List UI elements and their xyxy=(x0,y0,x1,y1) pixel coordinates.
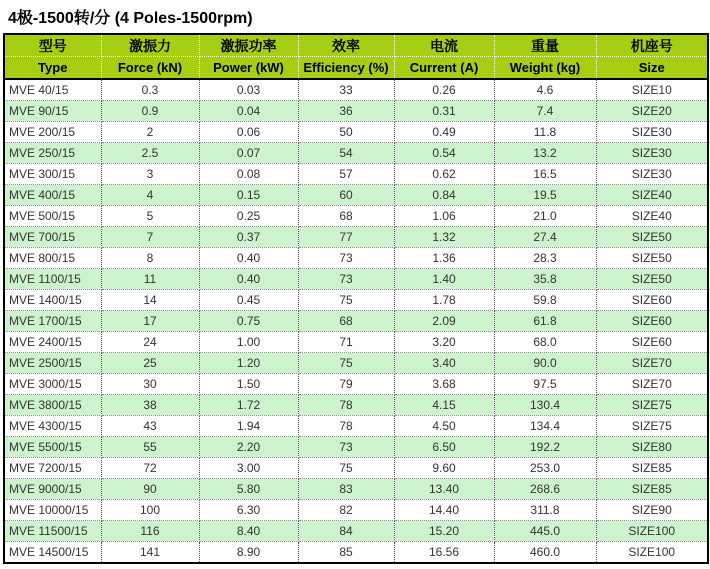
cell-power: 0.06 xyxy=(199,122,298,143)
table-row xyxy=(4,143,708,164)
header-type-cn: 型号 xyxy=(4,34,101,57)
cell-size: SIZE70 xyxy=(596,374,708,395)
cell-current: 0.31 xyxy=(394,101,494,122)
cell-current: 15.20 xyxy=(394,521,494,542)
cell-efficiency: 78 xyxy=(298,416,394,437)
cell-weight: 4.6 xyxy=(494,79,596,101)
cell-type: MVE 3000/15 xyxy=(4,374,101,395)
cell-power: 1.00 xyxy=(199,332,298,353)
cell-efficiency: 83 xyxy=(298,479,394,500)
cell-type: MVE 300/15 xyxy=(4,164,101,185)
cell-force: 3 xyxy=(101,164,199,185)
cell-weight: 61.8 xyxy=(494,311,596,332)
table-row xyxy=(4,122,708,143)
cell-size: SIZE20 xyxy=(596,101,708,122)
header-force-en: Force (kN) xyxy=(101,57,199,80)
table-row xyxy=(4,479,708,500)
cell-efficiency: 68 xyxy=(298,206,394,227)
cell-weight: 21.0 xyxy=(494,206,596,227)
cell-type: MVE 200/15 xyxy=(4,122,101,143)
page-title: 4极-1500转/分 (4 Poles-1500rpm) xyxy=(8,10,253,27)
cell-power: 0.04 xyxy=(199,101,298,122)
cell-size: SIZE10 xyxy=(596,79,708,101)
cell-weight: 311.8 xyxy=(494,500,596,521)
table-row xyxy=(4,185,708,206)
cell-power: 0.07 xyxy=(199,143,298,164)
cell-efficiency: 73 xyxy=(298,248,394,269)
cell-efficiency: 85 xyxy=(298,542,394,564)
cell-force: 4 xyxy=(101,185,199,206)
cell-efficiency: 73 xyxy=(298,269,394,290)
cell-force: 11 xyxy=(101,269,199,290)
cell-type: MVE 11500/15 xyxy=(4,521,101,542)
cell-efficiency: 73 xyxy=(298,437,394,458)
cell-power: 0.25 xyxy=(199,206,298,227)
cell-force: 0.3 xyxy=(101,79,199,101)
cell-size: SIZE50 xyxy=(596,269,708,290)
cell-weight: 134.4 xyxy=(494,416,596,437)
cell-current: 9.60 xyxy=(394,458,494,479)
table-row xyxy=(4,542,708,564)
cell-power: 0.40 xyxy=(199,248,298,269)
cell-type: MVE 2500/15 xyxy=(4,353,101,374)
cell-efficiency: 33 xyxy=(298,79,394,101)
table-row xyxy=(4,290,708,311)
spec-table-header xyxy=(4,34,708,79)
table-row xyxy=(4,521,708,542)
cell-force: 5 xyxy=(101,206,199,227)
cell-force: 30 xyxy=(101,374,199,395)
cell-weight: 19.5 xyxy=(494,185,596,206)
cell-efficiency: 50 xyxy=(298,122,394,143)
cell-type: MVE 800/15 xyxy=(4,248,101,269)
cell-efficiency: 78 xyxy=(298,395,394,416)
cell-weight: 268.6 xyxy=(494,479,596,500)
cell-type: MVE 700/15 xyxy=(4,227,101,248)
cell-type: MVE 4300/15 xyxy=(4,416,101,437)
cell-force: 38 xyxy=(101,395,199,416)
cell-force: 72 xyxy=(101,458,199,479)
cell-power: 0.40 xyxy=(199,269,298,290)
table-row xyxy=(4,458,708,479)
table-row xyxy=(4,101,708,122)
spec-table-body xyxy=(4,79,708,563)
cell-power: 0.45 xyxy=(199,290,298,311)
cell-current: 1.32 xyxy=(394,227,494,248)
cell-force: 17 xyxy=(101,311,199,332)
cell-current: 0.49 xyxy=(394,122,494,143)
cell-efficiency: 82 xyxy=(298,500,394,521)
cell-efficiency: 77 xyxy=(298,227,394,248)
cell-force: 0.9 xyxy=(101,101,199,122)
cell-type: MVE 2400/15 xyxy=(4,332,101,353)
cell-weight: 253.0 xyxy=(494,458,596,479)
table-row xyxy=(4,437,708,458)
table-row xyxy=(4,395,708,416)
cell-type: MVE 3800/15 xyxy=(4,395,101,416)
cell-type: MVE 10000/15 xyxy=(4,500,101,521)
cell-efficiency: 71 xyxy=(298,332,394,353)
cell-efficiency: 75 xyxy=(298,290,394,311)
cell-power: 6.30 xyxy=(199,500,298,521)
cell-type: MVE 1100/15 xyxy=(4,269,101,290)
cell-force: 116 xyxy=(101,521,199,542)
cell-efficiency: 84 xyxy=(298,521,394,542)
cell-current: 4.15 xyxy=(394,395,494,416)
cell-efficiency: 57 xyxy=(298,164,394,185)
cell-efficiency: 54 xyxy=(298,143,394,164)
table-row xyxy=(4,248,708,269)
cell-efficiency: 60 xyxy=(298,185,394,206)
cell-size: SIZE85 xyxy=(596,479,708,500)
cell-weight: 130.4 xyxy=(494,395,596,416)
cell-current: 14.40 xyxy=(394,500,494,521)
cell-power: 0.03 xyxy=(199,79,298,101)
cell-power: 2.20 xyxy=(199,437,298,458)
cell-force: 55 xyxy=(101,437,199,458)
cell-size: SIZE50 xyxy=(596,248,708,269)
cell-size: SIZE75 xyxy=(596,416,708,437)
header-force-cn: 激振力 xyxy=(101,34,199,57)
cell-size: SIZE80 xyxy=(596,437,708,458)
cell-size: SIZE70 xyxy=(596,353,708,374)
cell-weight: 59.8 xyxy=(494,290,596,311)
cell-power: 0.75 xyxy=(199,311,298,332)
header-size-en: Size xyxy=(596,57,708,80)
cell-power: 8.90 xyxy=(199,542,298,564)
cell-weight: 460.0 xyxy=(494,542,596,564)
cell-power: 3.00 xyxy=(199,458,298,479)
cell-type: MVE 250/15 xyxy=(4,143,101,164)
cell-type: MVE 500/15 xyxy=(4,206,101,227)
cell-weight: 68.0 xyxy=(494,332,596,353)
cell-size: SIZE85 xyxy=(596,458,708,479)
header-current-en: Current (A) xyxy=(394,57,494,80)
cell-power: 0.37 xyxy=(199,227,298,248)
cell-type: MVE 1700/15 xyxy=(4,311,101,332)
cell-size: SIZE75 xyxy=(596,395,708,416)
cell-type: MVE 9000/15 xyxy=(4,479,101,500)
cell-type: MVE 1400/15 xyxy=(4,290,101,311)
cell-current: 16.56 xyxy=(394,542,494,564)
table-row xyxy=(4,332,708,353)
cell-current: 1.06 xyxy=(394,206,494,227)
cell-size: SIZE40 xyxy=(596,185,708,206)
cell-type: MVE 90/15 xyxy=(4,101,101,122)
header-row-en xyxy=(4,57,708,80)
table-row xyxy=(4,311,708,332)
cell-current: 0.26 xyxy=(394,79,494,101)
table-row xyxy=(4,164,708,185)
table-row xyxy=(4,269,708,290)
cell-force: 24 xyxy=(101,332,199,353)
cell-type: MVE 5500/15 xyxy=(4,437,101,458)
header-row-cn xyxy=(4,34,708,57)
table-row xyxy=(4,353,708,374)
cell-force: 2 xyxy=(101,122,199,143)
cell-size: SIZE30 xyxy=(596,122,708,143)
table-row xyxy=(4,79,708,101)
cell-size: SIZE60 xyxy=(596,311,708,332)
cell-power: 1.94 xyxy=(199,416,298,437)
cell-weight: 35.8 xyxy=(494,269,596,290)
cell-efficiency: 36 xyxy=(298,101,394,122)
cell-power: 1.72 xyxy=(199,395,298,416)
header-current-cn: 电流 xyxy=(394,34,494,57)
cell-current: 3.68 xyxy=(394,374,494,395)
table-row xyxy=(4,500,708,521)
cell-size: SIZE30 xyxy=(596,164,708,185)
cell-current: 1.78 xyxy=(394,290,494,311)
cell-efficiency: 75 xyxy=(298,458,394,479)
cell-weight: 445.0 xyxy=(494,521,596,542)
cell-current: 0.54 xyxy=(394,143,494,164)
cell-current: 2.09 xyxy=(394,311,494,332)
cell-current: 13.40 xyxy=(394,479,494,500)
header-power-en: Power (kW) xyxy=(199,57,298,80)
cell-size: SIZE90 xyxy=(596,500,708,521)
cell-force: 7 xyxy=(101,227,199,248)
cell-current: 0.62 xyxy=(394,164,494,185)
header-weight-en: Weight (kg) xyxy=(494,57,596,80)
cell-power: 8.40 xyxy=(199,521,298,542)
cell-force: 100 xyxy=(101,500,199,521)
spec-table xyxy=(3,33,709,564)
cell-type: MVE 400/15 xyxy=(4,185,101,206)
cell-current: 4.50 xyxy=(394,416,494,437)
cell-weight: 28.3 xyxy=(494,248,596,269)
cell-current: 1.40 xyxy=(394,269,494,290)
table-row xyxy=(4,206,708,227)
cell-size: SIZE30 xyxy=(596,143,708,164)
cell-size: SIZE60 xyxy=(596,332,708,353)
cell-efficiency: 68 xyxy=(298,311,394,332)
cell-current: 3.40 xyxy=(394,353,494,374)
cell-size: SIZE100 xyxy=(596,521,708,542)
cell-power: 1.20 xyxy=(199,353,298,374)
cell-weight: 13.2 xyxy=(494,143,596,164)
cell-weight: 16.5 xyxy=(494,164,596,185)
cell-efficiency: 79 xyxy=(298,374,394,395)
cell-power: 0.15 xyxy=(199,185,298,206)
cell-force: 141 xyxy=(101,542,199,564)
cell-weight: 11.8 xyxy=(494,122,596,143)
cell-force: 43 xyxy=(101,416,199,437)
cell-type: MVE 14500/15 xyxy=(4,542,101,564)
cell-size: SIZE100 xyxy=(596,542,708,564)
header-efficiency-en: Efficiency (%) xyxy=(298,57,394,80)
cell-force: 90 xyxy=(101,479,199,500)
cell-power: 5.80 xyxy=(199,479,298,500)
cell-current: 1.36 xyxy=(394,248,494,269)
cell-current: 6.50 xyxy=(394,437,494,458)
cell-type: MVE 40/15 xyxy=(4,79,101,101)
cell-current: 0.84 xyxy=(394,185,494,206)
cell-power: 0.08 xyxy=(199,164,298,185)
cell-type: MVE 7200/15 xyxy=(4,458,101,479)
cell-weight: 90.0 xyxy=(494,353,596,374)
header-type-en: Type xyxy=(4,57,101,80)
header-weight-cn: 重量 xyxy=(494,34,596,57)
cell-force: 2.5 xyxy=(101,143,199,164)
cell-force: 25 xyxy=(101,353,199,374)
cell-weight: 192.2 xyxy=(494,437,596,458)
cell-size: SIZE50 xyxy=(596,227,708,248)
table-row xyxy=(4,374,708,395)
cell-power: 1.50 xyxy=(199,374,298,395)
cell-size: SIZE40 xyxy=(596,206,708,227)
header-efficiency-cn: 效率 xyxy=(298,34,394,57)
cell-size: SIZE60 xyxy=(596,290,708,311)
header-power-cn: 激振功率 xyxy=(199,34,298,57)
cell-weight: 7.4 xyxy=(494,101,596,122)
cell-force: 14 xyxy=(101,290,199,311)
cell-efficiency: 75 xyxy=(298,353,394,374)
cell-weight: 97.5 xyxy=(494,374,596,395)
table-row xyxy=(4,227,708,248)
cell-force: 8 xyxy=(101,248,199,269)
table-row xyxy=(4,416,708,437)
cell-current: 3.20 xyxy=(394,332,494,353)
header-size-cn: 机座号 xyxy=(596,34,708,57)
cell-weight: 27.4 xyxy=(494,227,596,248)
